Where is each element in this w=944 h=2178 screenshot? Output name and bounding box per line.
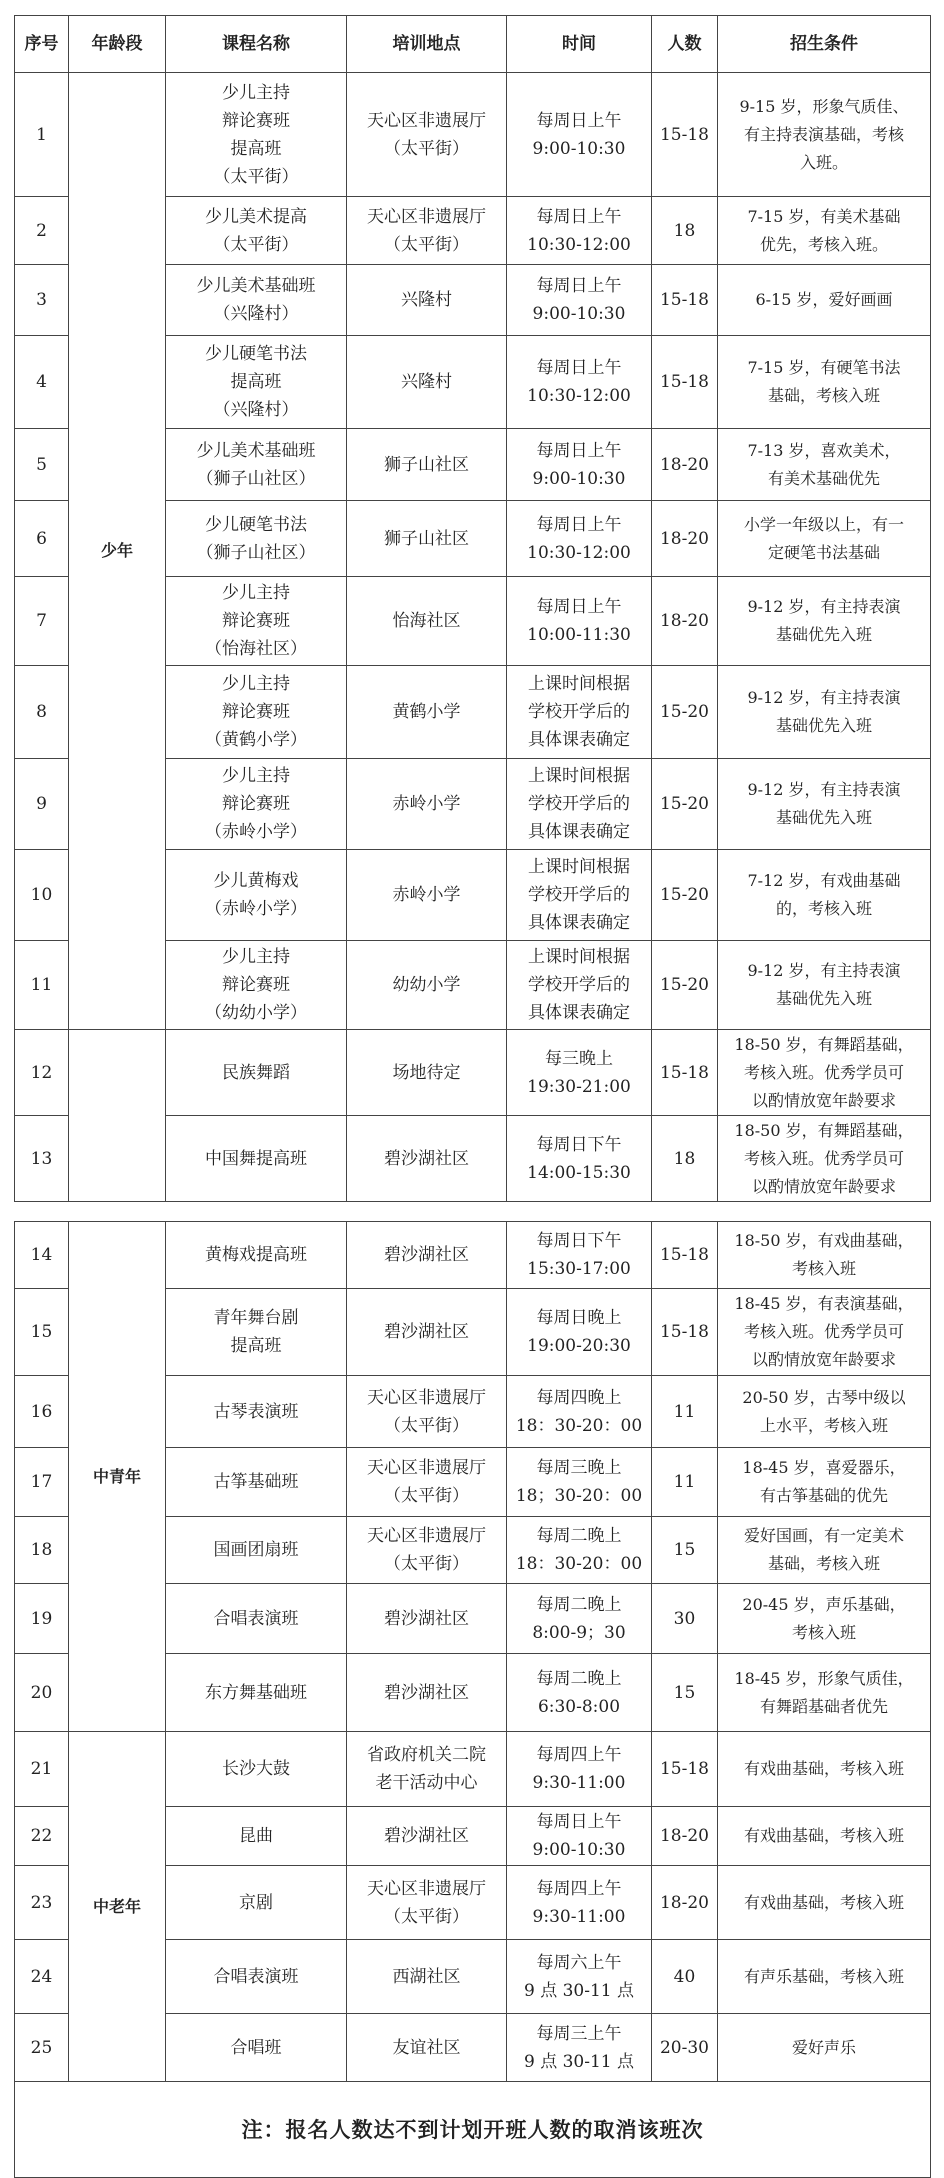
time: 每周六上午 9 点 30-11 点 xyxy=(507,1940,652,2014)
condition: 6-15 岁，爱好画画 xyxy=(718,265,931,336)
location: 狮子山社区 xyxy=(347,501,507,577)
time: 每周日上午 9:00-10:30 xyxy=(507,429,652,501)
location: 赤岭小学 xyxy=(347,850,507,941)
time: 每周日上午 10:00-11:30 xyxy=(507,577,652,666)
row-number: 23 xyxy=(15,1866,69,1940)
header-condition: 招生条件 xyxy=(718,16,931,73)
condition: 7-15 岁，有硬笔书法 基础，考核入班 xyxy=(718,336,931,429)
count: 18-20 xyxy=(652,429,718,501)
table-row xyxy=(15,1222,931,1289)
condition: 9-15 岁，形象气质佳、 有主持表演基础，考核 入班。 xyxy=(718,73,931,197)
row-number: 18 xyxy=(15,1517,69,1584)
condition: 18-50 岁，有戏曲基础， 考核入班 xyxy=(718,1222,931,1289)
location: 狮子山社区 xyxy=(347,429,507,501)
location: 天心区非遗展厅 （太平街） xyxy=(347,1376,507,1448)
row-number: 9 xyxy=(15,759,69,850)
count: 15-18 xyxy=(652,265,718,336)
time: 每周二晚上 8:00-9；30 xyxy=(507,1584,652,1654)
count: 15-18 xyxy=(652,1732,718,1807)
location: 碧沙湖社区 xyxy=(347,1289,507,1376)
count: 15-20 xyxy=(652,666,718,759)
table-row xyxy=(15,1732,931,1807)
condition: 7-13 岁，喜欢美术， 有美术基础优先 xyxy=(718,429,931,501)
time: 上课时间根据 学校开学后的 具体课表确定 xyxy=(507,759,652,850)
count: 11 xyxy=(652,1448,718,1517)
age-group-senior: 中老年 xyxy=(69,1732,166,2082)
time: 每周日上午 10:30-12:00 xyxy=(507,197,652,265)
header-location: 培训地点 xyxy=(347,16,507,73)
location: 天心区非遗展厅 （太平街） xyxy=(347,1517,507,1584)
location: 碧沙湖社区 xyxy=(347,1222,507,1289)
count: 18-20 xyxy=(652,1866,718,1940)
count: 18-20 xyxy=(652,501,718,577)
location: 碧沙湖社区 xyxy=(347,1807,507,1866)
header-course: 课程名称 xyxy=(166,16,347,73)
condition: 小学一年级以上，有一 定硬笔书法基础 xyxy=(718,501,931,577)
course-name: 少儿美术提高 （太平街） xyxy=(166,197,347,265)
condition: 有戏曲基础，考核入班 xyxy=(718,1807,931,1866)
count: 15-18 xyxy=(652,1222,718,1289)
location: 天心区非遗展厅 （太平街） xyxy=(347,197,507,265)
course-name: 东方舞基础班 xyxy=(166,1654,347,1732)
row-number: 21 xyxy=(15,1732,69,1807)
row-number: 25 xyxy=(15,2014,69,2082)
location: 赤岭小学 xyxy=(347,759,507,850)
condition: 9-12 岁，有主持表演 基础优先入班 xyxy=(718,666,931,759)
location: 友谊社区 xyxy=(347,2014,507,2082)
location: 兴隆村 xyxy=(347,265,507,336)
time: 每周二晚上 6:30-8:00 xyxy=(507,1654,652,1732)
row-number: 12 xyxy=(15,1030,69,1116)
course-name: 京剧 xyxy=(166,1866,347,1940)
course-name: 少儿主持 辩论赛班 （黄鹤小学） xyxy=(166,666,347,759)
age-group-empty xyxy=(69,1030,166,1202)
count: 18 xyxy=(652,1116,718,1202)
row-number: 7 xyxy=(15,577,69,666)
count: 15-18 xyxy=(652,1030,718,1116)
course-table-part-1 xyxy=(14,15,931,1202)
location: 兴隆村 xyxy=(347,336,507,429)
time: 每周四上午 9:30-11:00 xyxy=(507,1866,652,1940)
location: 省政府机关二院 老干活动中心 xyxy=(347,1732,507,1807)
condition: 7-15 岁，有美术基础 优先，考核入班。 xyxy=(718,197,931,265)
count: 15 xyxy=(652,1654,718,1732)
course-name: 黄梅戏提高班 xyxy=(166,1222,347,1289)
course-name: 合唱表演班 xyxy=(166,1584,347,1654)
age-group-young-adult: 中青年 xyxy=(69,1222,166,1732)
course-name: 少儿美术基础班 （狮子山社区） xyxy=(166,429,347,501)
location: 碧沙湖社区 xyxy=(347,1116,507,1202)
time: 每周日下午 14:00-15:30 xyxy=(507,1116,652,1202)
row-number: 5 xyxy=(15,429,69,501)
condition: 9-12 岁，有主持表演 基础优先入班 xyxy=(718,759,931,850)
count: 11 xyxy=(652,1376,718,1448)
time: 每周日上午 9:00-10:30 xyxy=(507,265,652,336)
row-number: 8 xyxy=(15,666,69,759)
count: 15-18 xyxy=(652,73,718,197)
condition: 9-12 岁，有主持表演 基础优先入班 xyxy=(718,577,931,666)
count: 15-20 xyxy=(652,759,718,850)
row-number: 10 xyxy=(15,850,69,941)
header-seq: 序号 xyxy=(15,16,69,73)
course-name: 中国舞提高班 xyxy=(166,1116,347,1202)
header-count: 人数 xyxy=(652,16,718,73)
time: 上课时间根据 学校开学后的 具体课表确定 xyxy=(507,941,652,1030)
course-name: 长沙大鼓 xyxy=(166,1732,347,1807)
time: 每三晚上 19:30-21:00 xyxy=(507,1030,652,1116)
location: 碧沙湖社区 xyxy=(347,1584,507,1654)
condition: 有戏曲基础，考核入班 xyxy=(718,1866,931,1940)
time: 每周日下午 15:30-17:00 xyxy=(507,1222,652,1289)
row-number: 19 xyxy=(15,1584,69,1654)
row-number: 6 xyxy=(15,501,69,577)
condition: 有声乐基础，考核入班 xyxy=(718,1940,931,2014)
count: 20-30 xyxy=(652,2014,718,2082)
row-number: 22 xyxy=(15,1807,69,1866)
time: 每周二晚上 18：30-20：00 xyxy=(507,1517,652,1584)
time: 每周日上午 9:00-10:30 xyxy=(507,73,652,197)
note-row xyxy=(15,2082,931,2178)
row-number: 3 xyxy=(15,265,69,336)
course-name: 少儿主持 辩论赛班 （赤岭小学） xyxy=(166,759,347,850)
condition: 7-12 岁，有戏曲基础 的，考核入班 xyxy=(718,850,931,941)
location: 西湖社区 xyxy=(347,1940,507,2014)
course-name: 昆曲 xyxy=(166,1807,347,1866)
row-number: 11 xyxy=(15,941,69,1030)
time: 每周日晚上 19:00-20:30 xyxy=(507,1289,652,1376)
count: 15-20 xyxy=(652,941,718,1030)
course-name: 国画团扇班 xyxy=(166,1517,347,1584)
course-table-part-2 xyxy=(14,1221,931,2178)
header-age-group: 年龄段 xyxy=(69,16,166,73)
row-number: 24 xyxy=(15,1940,69,2014)
time: 上课时间根据 学校开学后的 具体课表确定 xyxy=(507,850,652,941)
course-name: 少儿主持 辩论赛班 （幼幼小学） xyxy=(166,941,347,1030)
course-name: 合唱表演班 xyxy=(166,1940,347,2014)
row-number: 4 xyxy=(15,336,69,429)
course-name: 古筝基础班 xyxy=(166,1448,347,1517)
count: 15 xyxy=(652,1517,718,1584)
time: 每周四晚上 18：30-20：00 xyxy=(507,1376,652,1448)
count: 18 xyxy=(652,197,718,265)
condition: 18-45 岁，形象气质佳， 有舞蹈基础者优先 xyxy=(718,1654,931,1732)
note-text: 注：报名人数达不到计划开班人数的取消该班次 xyxy=(15,2082,931,2178)
row-number: 1 xyxy=(15,73,69,197)
location: 幼幼小学 xyxy=(347,941,507,1030)
course-name: 少儿硬笔书法 提高班 （兴隆村） xyxy=(166,336,347,429)
header-time: 时间 xyxy=(507,16,652,73)
location: 场地待定 xyxy=(347,1030,507,1116)
time: 每周日上午 10:30-12:00 xyxy=(507,336,652,429)
course-name: 少儿主持 辩论赛班 提高班 （太平街） xyxy=(166,73,347,197)
count: 15-18 xyxy=(652,336,718,429)
time: 每周三上午 9 点 30-11 点 xyxy=(507,2014,652,2082)
location: 怡海社区 xyxy=(347,577,507,666)
age-group-youth: 少年 xyxy=(69,73,166,1030)
condition: 18-50 岁，有舞蹈基础， 考核入班。优秀学员可 以酌情放宽年龄要求 xyxy=(718,1116,931,1202)
course-name: 少儿美术基础班 （兴隆村） xyxy=(166,265,347,336)
condition: 爱好国画，有一定美术 基础，考核入班 xyxy=(718,1517,931,1584)
location: 天心区非遗展厅 （太平街） xyxy=(347,1448,507,1517)
row-number: 13 xyxy=(15,1116,69,1202)
condition: 有戏曲基础，考核入班 xyxy=(718,1732,931,1807)
course-name: 少儿硬笔书法 （狮子山社区） xyxy=(166,501,347,577)
course-name: 少儿主持 辩论赛班 （怡海社区） xyxy=(166,577,347,666)
time: 每周三晚上 18；30-20：00 xyxy=(507,1448,652,1517)
table-row xyxy=(15,73,931,197)
location: 天心区非遗展厅 （太平街） xyxy=(347,73,507,197)
condition: 20-45 岁，声乐基础， 考核入班 xyxy=(718,1584,931,1654)
table-row xyxy=(15,1030,931,1116)
count: 18-20 xyxy=(652,1807,718,1866)
condition: 爱好声乐 xyxy=(718,2014,931,2082)
row-number: 14 xyxy=(15,1222,69,1289)
course-name: 少儿黄梅戏 （赤岭小学） xyxy=(166,850,347,941)
condition: 9-12 岁，有主持表演 基础优先入班 xyxy=(718,941,931,1030)
row-number: 2 xyxy=(15,197,69,265)
row-number: 20 xyxy=(15,1654,69,1732)
location: 黄鹤小学 xyxy=(347,666,507,759)
location: 碧沙湖社区 xyxy=(347,1654,507,1732)
header-row xyxy=(15,16,931,73)
count: 15-18 xyxy=(652,1289,718,1376)
condition: 18-45 岁，喜爱器乐， 有古筝基础的优先 xyxy=(718,1448,931,1517)
course-name: 古琴表演班 xyxy=(166,1376,347,1448)
location: 天心区非遗展厅 （太平街） xyxy=(347,1866,507,1940)
row-number: 17 xyxy=(15,1448,69,1517)
row-number: 16 xyxy=(15,1376,69,1448)
row-number: 15 xyxy=(15,1289,69,1376)
time: 每周日上午 9:00-10:30 xyxy=(507,1807,652,1866)
course-name: 合唱班 xyxy=(166,2014,347,2082)
course-name: 青年舞台剧 提高班 xyxy=(166,1289,347,1376)
condition: 18-50 岁，有舞蹈基础， 考核入班。优秀学员可 以酌情放宽年龄要求 xyxy=(718,1030,931,1116)
course-name: 民族舞蹈 xyxy=(166,1030,347,1116)
count: 40 xyxy=(652,1940,718,2014)
count: 15-20 xyxy=(652,850,718,941)
condition: 18-45 岁，有表演基础， 考核入班。优秀学员可 以酌情放宽年龄要求 xyxy=(718,1289,931,1376)
count: 30 xyxy=(652,1584,718,1654)
time: 每周日上午 10:30-12:00 xyxy=(507,501,652,577)
time: 每周四上午 9:30-11:00 xyxy=(507,1732,652,1807)
condition: 20-50 岁，古琴中级以 上水平，考核入班 xyxy=(718,1376,931,1448)
time: 上课时间根据 学校开学后的 具体课表确定 xyxy=(507,666,652,759)
count: 18-20 xyxy=(652,577,718,666)
